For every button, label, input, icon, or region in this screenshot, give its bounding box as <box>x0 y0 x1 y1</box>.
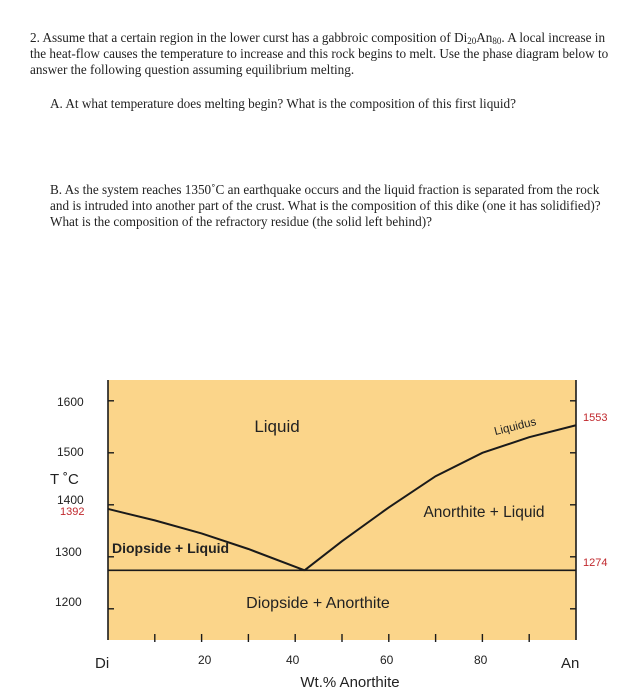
y-tick-label-1400: 1400 <box>57 493 84 507</box>
y-tick-label-1500: 1500 <box>57 445 84 459</box>
question-part-a: A. At what temperature does melting begin? What is the composition of this first liquid? <box>50 96 516 111</box>
question-2: 2. Assume that a certain region in the lower curst has a gabbroic composition of $Di_{20}An_{80}$. A local increase in the heat-flow causes the temperature to increase and this rock begins to melt. Use the phase diagram below to answer the following question assuming equilibrium melting. <box>30 30 609 77</box>
field-label-liquidus: Liquidus <box>493 416 538 439</box>
y-axis-label: T ˚C <box>50 471 79 488</box>
field-label-diopside-liquid: Diopside + Liquid <box>112 540 230 556</box>
x-end-label-di: Di <box>95 655 110 672</box>
y-tick-label-1200: 1200 <box>55 595 82 609</box>
x-axis-label: Wt.% Anorthite <box>300 674 400 691</box>
x-tick-label-60: 60 <box>380 653 394 667</box>
an-melting-point-label: 1553 <box>583 412 608 424</box>
x-tick-label-40: 40 <box>286 653 300 667</box>
y-tick-label-1600: 1600 <box>57 395 84 409</box>
di-melting-point-label: 1392 <box>60 506 85 518</box>
y-tick-label-1300: 1300 <box>55 545 82 559</box>
field-label-anorthite-liquid: Anorthite + Liquid <box>423 504 545 521</box>
x-tick-label-20: 20 <box>198 653 212 667</box>
field-label-diopside-anorthite: Diopside + Anorthite <box>246 595 390 612</box>
x-tick-label-80: 80 <box>474 653 488 667</box>
question-part-b: B. As the system reaches 1350˚C an earthquake occurs and the liquid fraction is separated from the rock and is intruded into another part of the crust. What is the composition of this dike (one it has solidified)? What is the composition of the refractory residue (the solid left behind)? <box>50 182 601 229</box>
phase-diagram <box>0 360 641 700</box>
x-end-label-an: An <box>561 655 580 672</box>
field-label-liquid: Liquid <box>254 417 300 436</box>
eutectic-temp-label: 1274 <box>583 557 608 569</box>
